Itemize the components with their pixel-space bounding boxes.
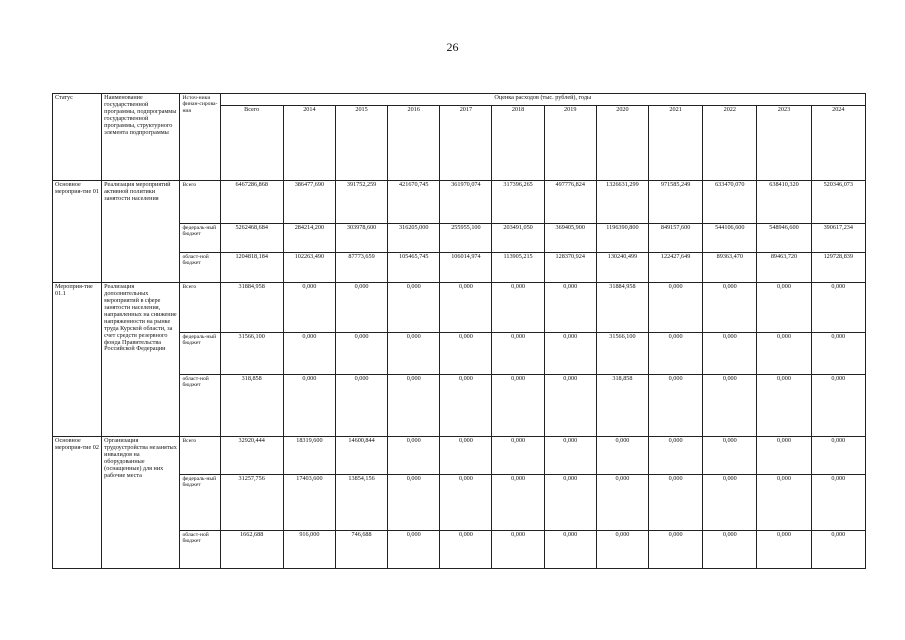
value-cell: 0,000 [440,375,492,437]
value-cell: 13854,156 [335,475,387,531]
value-cell: 0,000 [596,475,648,531]
value-cell: 1196390,800 [596,224,648,253]
header-year: 2020 [596,106,648,181]
source-cell: област-ной бюджет [180,375,220,437]
header-year: 2022 [703,106,757,181]
total-cell: 31257,756 [220,475,283,531]
value-cell: 255955,100 [440,224,492,253]
value-cell: 0,000 [703,437,757,475]
value-cell: 89363,470 [703,253,757,283]
value-cell: 548946,600 [757,224,811,253]
header-year: 2014 [283,106,335,181]
value-cell: 849157,600 [649,224,703,253]
value-cell: 0,000 [649,375,703,437]
value-cell: 122427,649 [649,253,703,283]
total-cell: 1662,688 [220,531,283,569]
value-cell: 89463,720 [757,253,811,283]
value-cell: 317396,265 [492,181,544,224]
value-cell: 0,000 [544,283,596,333]
value-cell: 0,000 [811,283,865,333]
value-cell: 14600,844 [335,437,387,475]
header-year: 2015 [335,106,387,181]
value-cell: 303978,600 [335,224,387,253]
value-cell: 361970,074 [440,181,492,224]
status-cell: Мероприя-тие 01.1 [53,283,102,437]
header-year: 2024 [811,106,865,181]
value-cell: 0,000 [492,437,544,475]
value-cell: 0,000 [757,375,811,437]
value-cell: 0,000 [335,283,387,333]
value-cell: 0,000 [649,531,703,569]
value-cell: 386477,690 [283,181,335,224]
value-cell: 0,000 [492,531,544,569]
value-cell: 0,000 [492,333,544,375]
value-cell: 520346,073 [811,181,865,224]
value-cell: 0,000 [544,475,596,531]
value-cell: 638410,320 [757,181,811,224]
value-cell: 0,000 [440,283,492,333]
page-number: 26 [446,40,459,54]
name-cell: Реализация дополнительных мероприятий в сфере занятости населения, направленных на снижение напряженности на рынке труда Курской области, за счет средств резервного фонда Правительства Российской Федерации [102,283,180,437]
source-cell: Всего [180,283,220,333]
value-cell: 128370,924 [544,253,596,283]
value-cell: 0,000 [811,475,865,531]
header-total: Всего [220,106,283,181]
value-cell: 0,000 [544,437,596,475]
value-cell: 0,000 [703,475,757,531]
value-cell: 0,000 [492,283,544,333]
table-row [53,437,866,475]
value-cell: 0,000 [544,333,596,375]
value-cell: 31566,100 [596,333,648,375]
total-cell: 6467286,868 [220,181,283,224]
value-cell: 746,688 [335,531,387,569]
value-cell: 971585,249 [649,181,703,224]
value-cell: 0,000 [757,475,811,531]
value-cell: 0,000 [335,375,387,437]
value-cell: 369405,900 [544,224,596,253]
value-cell: 0,000 [811,531,865,569]
value-cell: 0,000 [811,333,865,375]
value-cell: 421670,745 [388,181,440,224]
table-row [53,283,866,333]
status-cell: Основное мероприя-тие 01 [53,181,102,283]
value-cell: 0,000 [649,437,703,475]
source-cell: област-ной бюджет [180,253,220,283]
header-status: Статус [53,94,102,181]
value-cell: 0,000 [283,375,335,437]
value-cell: 0,000 [757,531,811,569]
source-cell: област-ной бюджет [180,531,220,569]
header-estimate: Оценка расходов (тыс. рублей), годы [220,94,865,106]
value-cell: 0,000 [388,333,440,375]
source-cell: федераль-ный бюджет [180,333,220,375]
value-cell: 31884,958 [596,283,648,333]
value-cell: 129728,839 [811,253,865,283]
value-cell: 113905,215 [492,253,544,283]
value-cell: 916,000 [283,531,335,569]
value-cell: 0,000 [596,531,648,569]
total-cell: 5262468,684 [220,224,283,253]
value-cell: 0,000 [544,531,596,569]
value-cell: 390617,234 [811,224,865,253]
header-year: 2023 [757,106,811,181]
total-cell: 32920,444 [220,437,283,475]
value-cell: 87773,659 [335,253,387,283]
value-cell: 284214,200 [283,224,335,253]
value-cell: 0,000 [703,283,757,333]
value-cell: 0,000 [440,475,492,531]
value-cell: 0,000 [703,375,757,437]
value-cell: 0,000 [703,333,757,375]
value-cell: 18319,600 [283,437,335,475]
value-cell: 102263,490 [283,253,335,283]
value-cell: 316205,000 [388,224,440,253]
source-cell: федераль-ный бюджет [180,475,220,531]
source-cell: Всего [180,181,220,224]
total-cell: 31884,958 [220,283,283,333]
header-year: 2016 [388,106,440,181]
value-cell: 391752,259 [335,181,387,224]
source-cell: Всего [180,437,220,475]
value-cell: 0,000 [388,283,440,333]
value-cell: 0,000 [492,475,544,531]
value-cell: 203491,050 [492,224,544,253]
name-cell: Реализация мероприятий активной политики занятости населения [102,181,180,283]
value-cell: 0,000 [492,375,544,437]
value-cell: 0,000 [440,437,492,475]
value-cell: 0,000 [283,283,335,333]
header-year: 2017 [440,106,492,181]
value-cell: 0,000 [811,437,865,475]
value-cell: 318,858 [596,375,648,437]
value-cell: 0,000 [703,531,757,569]
value-cell: 106014,974 [440,253,492,283]
value-cell: 0,000 [596,437,648,475]
header-year: 2019 [544,106,596,181]
value-cell: 0,000 [649,333,703,375]
value-cell: 0,000 [811,375,865,437]
value-cell: 0,000 [440,531,492,569]
value-cell: 633470,070 [703,181,757,224]
value-cell: 0,000 [440,333,492,375]
total-cell: 31566,100 [220,333,283,375]
header-source: Источ-ники финан-сирова-ния [180,94,220,181]
value-cell: 0,000 [757,283,811,333]
header-year: 2018 [492,106,544,181]
value-cell: 0,000 [335,333,387,375]
budget-table [52,93,866,569]
value-cell: 17403,600 [283,475,335,531]
value-cell: 0,000 [544,375,596,437]
value-cell: 497776,824 [544,181,596,224]
value-cell: 105465,745 [388,253,440,283]
header-name: Наименование государственной программы, подпрограммы государственной программы, структурного элемента подпрограммы [102,94,180,181]
value-cell: 0,000 [757,437,811,475]
value-cell: 0,000 [649,475,703,531]
status-cell: Основное мероприя-тие 02 [53,437,102,569]
value-cell: 544106,600 [703,224,757,253]
source-cell: федераль-ный бюджет [180,224,220,253]
value-cell: 0,000 [388,475,440,531]
total-cell: 1204818,184 [220,253,283,283]
value-cell: 0,000 [649,283,703,333]
table-row [53,181,866,224]
value-cell: 0,000 [388,531,440,569]
value-cell: 0,000 [388,437,440,475]
header-year: 2021 [649,106,703,181]
value-cell: 0,000 [388,375,440,437]
value-cell: 130240,499 [596,253,648,283]
value-cell: 1326631,299 [596,181,648,224]
value-cell: 0,000 [757,333,811,375]
total-cell: 318,858 [220,375,283,437]
value-cell: 0,000 [283,333,335,375]
name-cell: Организация трудоустройства незанятых инвалидов на оборудованные (оснащенные) для них рабочие места [102,437,180,569]
